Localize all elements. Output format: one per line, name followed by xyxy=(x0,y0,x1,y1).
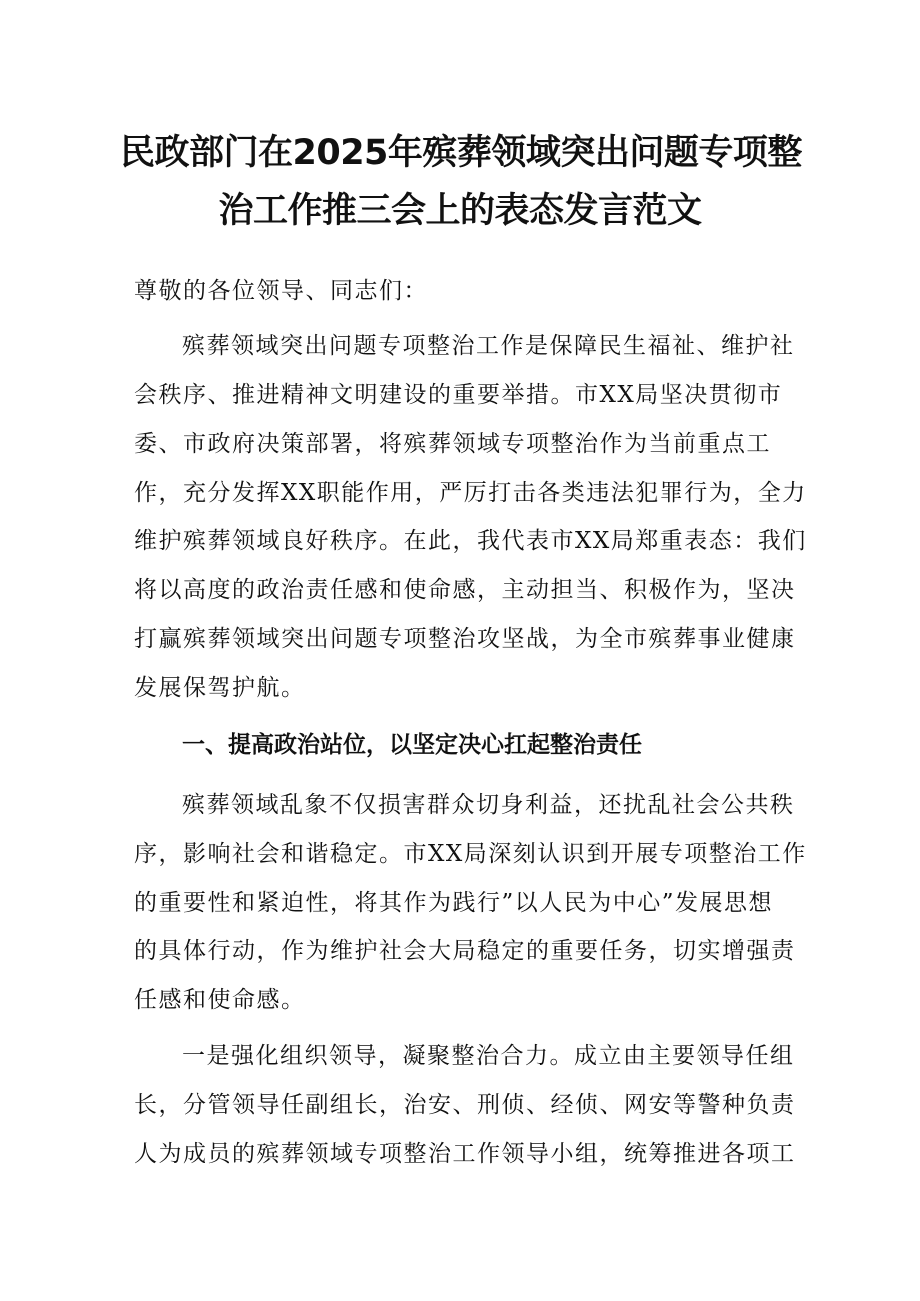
intro-line: 作，充分发挥XX职能作用，严厉打击各类违法犯罪行为，全力 xyxy=(134,480,807,506)
document-title-line-1: 民政部门在2025年殡葬领域突出问题专项整 xyxy=(120,133,802,173)
section-paragraph-line: 的重要性和紧迫性，将其作为践行”以人民为中心”发展思想 xyxy=(134,890,774,916)
intro-line: 将以高度的政治责任感和使命感，主动担当、积极作为，坚决 xyxy=(134,577,796,603)
section-paragraph-line: 序，影响社会和谐稳定。市XX局深刻认识到开展专项整治工作 xyxy=(134,841,807,867)
intro-line: 殡葬领域突出问题专项整治工作是保障民生福祉、维护社 xyxy=(182,333,795,359)
section-paragraph-line: 殡葬领域乱象不仅损害群众切身利益，还扰乱社会公共秩 xyxy=(182,792,795,818)
salutation: 尊敬的各位领导、同志们： xyxy=(134,278,428,304)
section-heading: 一、提高政治站位，以坚定决心扛起整治责任 xyxy=(182,732,642,758)
section-paragraph-line: 人为成员的殡葬领域专项整治工作领导小组，统筹推进各项工 xyxy=(134,1141,796,1167)
intro-line: 打赢殡葬领域突出问题专项整治攻坚战，为全市殡葬事业健康 xyxy=(134,626,796,652)
intro-line: 发展保驾护航。 xyxy=(134,675,306,701)
section-paragraph-line: 的具体行动，作为维护社会大局稳定的重要任务，切实增强责 xyxy=(134,938,796,964)
intro-line: 委、市政府决策部署，将殡葬领域专项整治作为当前重点工 xyxy=(134,431,771,457)
section-paragraph-line: 长，分管领导任副组长，治安、刑侦、经侦、网安等警种负责 xyxy=(134,1092,796,1118)
intro-line: 会秩序、推进精神文明建设的重要举措。市XX局坚决贯彻市 xyxy=(134,382,783,408)
section-paragraph-line: 任感和使命感。 xyxy=(134,987,306,1013)
section-paragraph-line: 一是强化组织领导，凝聚整治合力。成立由主要领导任组 xyxy=(182,1043,795,1069)
document-title-line-2: 治工作推三会上的表态发言范文 xyxy=(218,191,702,231)
intro-line: 维护殡葬领域良好秩序。在此，我代表市XX局郑重表态：我们 xyxy=(134,528,807,554)
